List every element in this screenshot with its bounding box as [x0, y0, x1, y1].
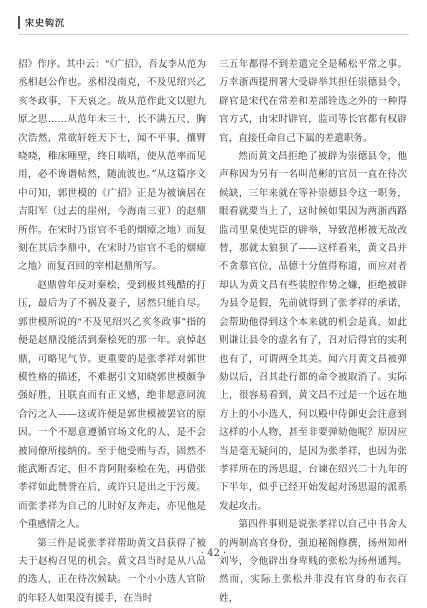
page-number-value: 42	[207, 548, 220, 559]
page-number: · 42 ·	[200, 548, 227, 559]
paragraph: 然而黄文昌拒绝了被辟为崇德县令，他声称因为另有一名叫范彬的官员一直在待次候缺，三年来就在等补崇德县令这一职务，眼看就要当上了，这时候如果因为两浙西路监司里臬使宪臣的辟举，导致范彬被无故改替，那就太狼狈了——这样看来，黄文昌并不贪慕官位，品德十分值得称道，而应对者却认为黄文昌有些装腔作势之嫌，拒绝被辟为县令是假，先前就得到了张孝祥的承诺，会帮助他得到这个本来就的机会是真，如此则谦让县令的虚名有了，召对后得官的实利也有了，可谓两全其美。闻六月黄文昌被弹劾以后，召其赴行都的命令被取消了。实际上，很容易看到，黄文昌不过是一个远在地方上的小小选人，何以殿中侍御史会注意到这样的小人物，甚至非要弹劾他呢？原因应当是毫无疑问的，是因为张孝祥，也因为张孝祥所在的汤思退，台谏在绍兴二十九年的下半年，似乎已经开始发起对汤思退的派系发起攻击。	[219, 151, 407, 512]
paragraph: 第四件事则是说张孝祥以自己中书舍人的两制高官身份，强迫秘阁修撰，扬州知州刘岑，令他辟出身卑贱的张松为扬州通判。然而，实际上张松并非没有官身的布衣百姓，	[219, 519, 407, 604]
paragraph: 三五年都得不到差遣完全是稀松平常之事。万幸浙西提刑署大受辟举其担任崇德县令，辟官是宋代在常差和差部铨选之外的一种得官方式，由宋时辟官，监司等长官都有权辟官，直接任命自己下属的差遣职务。	[219, 59, 407, 144]
paragraph: 招》作序。其中云：“《广招》，吾友李从范为丞相赵公作也。丞相没南克，不及见绍兴乙亥冬政事，下天哀之。故从范作此文以慰九原之思……从范年未三十，长不满五尺，胸次浩然，常欲轩轾天下士，闻不平事，攘臂哓哓，稚床唾壁，终日啮唔，使从范率而见用，必不谗谮帖然，随流波也。”从这篇序文中可知，郭世模的《广招》正是为被谪居在吉阳军（过去的崖州，今海南三亚）的赵鼎所作。在宋时乃宦官不毛的烟瘴之地）而复刻在其后李鼎中，在宋时乃宦官不毛的烟瘴之地）而复召回的宰相赵鼎所写。	[18, 59, 206, 273]
paragraph: 赵鼎曾年反对秦桧，受到极其残酷的打压，最后为了不祸及妻子，居然只能自尽。郭世模所说的“不及见绍兴乙亥冬政事”指的便是赵鼎没能活到秦桧死的那一年。哀悼赵鼎，可略见气节。更重要的是张孝祥对郭世模性格的描述，不难据引文知晓郭世模颇争强好胜，且联直而有正义感，绝非愿意同流合污之人——这或许便是郭世模被罢官的原因。一个不愿意遵循官场文化的人，是不会被同僚所接纳的。至于他受贿与否，固然不能武断否定，但不肯阿附秦桧在先，再借张孝祥如此赞誉在后，或许只是出之于污蔑。而张孝祥为自己的儿时好友奔走，亦见他是个重感情之人。	[18, 279, 206, 531]
paragraph: 第三件是说张孝祥帮助黄文昌获得了被夫于赵构召见的机会。黄文昌当时是从八品的选人，正在待次候缺。一个小小选人官阶的年轻人如果没有援手，在当时	[18, 537, 206, 604]
section-title: 宋史钩沉	[18, 16, 65, 29]
running-header	[18, 16, 65, 29]
left-column	[18, 56, 206, 608]
header-divider	[18, 34, 409, 35]
right-column	[219, 56, 407, 608]
